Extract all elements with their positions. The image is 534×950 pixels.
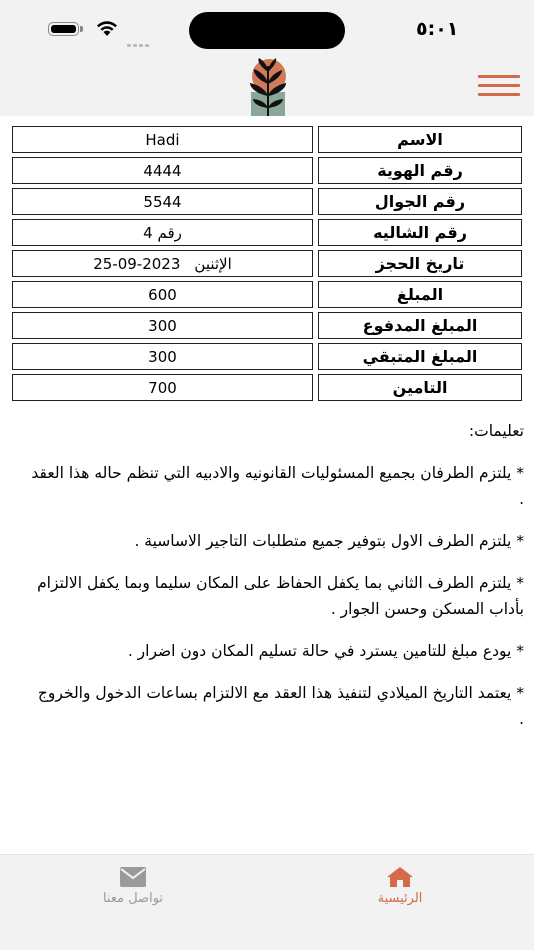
row-label: المبلغ المدفوع <box>318 312 522 339</box>
booking-date-cell <box>12 250 313 277</box>
table-row <box>12 250 522 277</box>
table-row <box>12 126 522 153</box>
row-value: 300 <box>12 312 313 339</box>
tab-contact-us[interactable] <box>88 867 178 906</box>
tab-home[interactable] <box>355 867 445 906</box>
row-value: رقم 4 <box>12 219 313 246</box>
status-bar <box>0 0 534 58</box>
table-row <box>12 374 522 401</box>
wifi-icon <box>95 19 119 37</box>
instruction-item: * يلتزم الطرف الاول بتوفير جميع متطلبات التاجير الاساسية . <box>134 532 524 550</box>
instruction-item: * يلتزم الطرفان بجميع المسئوليات القانونيه والادبيه التي تنظم حاله هذا العقد . <box>31 464 524 508</box>
tab-contact-label: تواصل معنا <box>102 891 164 906</box>
row-label: الاسم <box>318 126 522 153</box>
row-value: Hadi <box>12 126 313 153</box>
bottom-tab-bar <box>0 854 534 950</box>
instruction-item: * يودع مبلغ للتامين يسترد في حالة تسليم المكان دون اضرار . <box>127 642 524 660</box>
row-value: 700 <box>12 374 313 401</box>
home-icon <box>387 867 413 887</box>
app-header <box>0 58 534 116</box>
cellular-signal-icon <box>127 32 157 36</box>
row-value: 300 <box>12 343 313 370</box>
booking-day: الإثنين <box>194 254 232 273</box>
table-row <box>12 343 522 370</box>
mail-icon <box>120 867 146 887</box>
battery-icon <box>48 22 84 38</box>
row-label: رقم الجوال <box>318 188 522 215</box>
instruction-item: * يعتمد التاريخ الميلادي لتنفيذ هذا العقد مع الالتزام بساعات الدخول والخروج . <box>37 684 524 728</box>
tab-home-label: الرئيسية <box>377 891 423 906</box>
instructions-title: تعليمات: <box>468 422 524 440</box>
row-value: 600 <box>12 281 313 308</box>
table-row <box>12 157 522 184</box>
booking-details-table <box>12 126 522 405</box>
row-value: 4444 <box>12 157 313 184</box>
row-label: التامين <box>318 374 522 401</box>
plant-logo-icon <box>243 58 293 116</box>
row-label: المبلغ <box>318 281 522 308</box>
table-row <box>12 281 522 308</box>
booking-date: 25-09-2023 <box>93 254 181 273</box>
instructions-section <box>30 418 524 748</box>
row-value: 5544 <box>12 188 313 215</box>
table-row <box>12 312 522 339</box>
status-time: ٥:٠١ <box>416 18 459 40</box>
hamburger-menu-icon[interactable] <box>478 75 520 101</box>
instruction-item: * يلتزم الطرف الثاني بما يكفل الحفاظ على المكان سليما وبما يكفل الالتزام بأداب المسكن وحسن الجوار . <box>37 574 524 618</box>
row-label: رقم الهوية <box>318 157 522 184</box>
table-row <box>12 219 522 246</box>
dynamic-island <box>189 12 345 49</box>
row-label: رقم الشاليه <box>318 219 522 246</box>
row-label: تاريخ الحجز <box>318 250 522 277</box>
row-label: المبلغ المتبقي <box>318 343 522 370</box>
table-row <box>12 188 522 215</box>
